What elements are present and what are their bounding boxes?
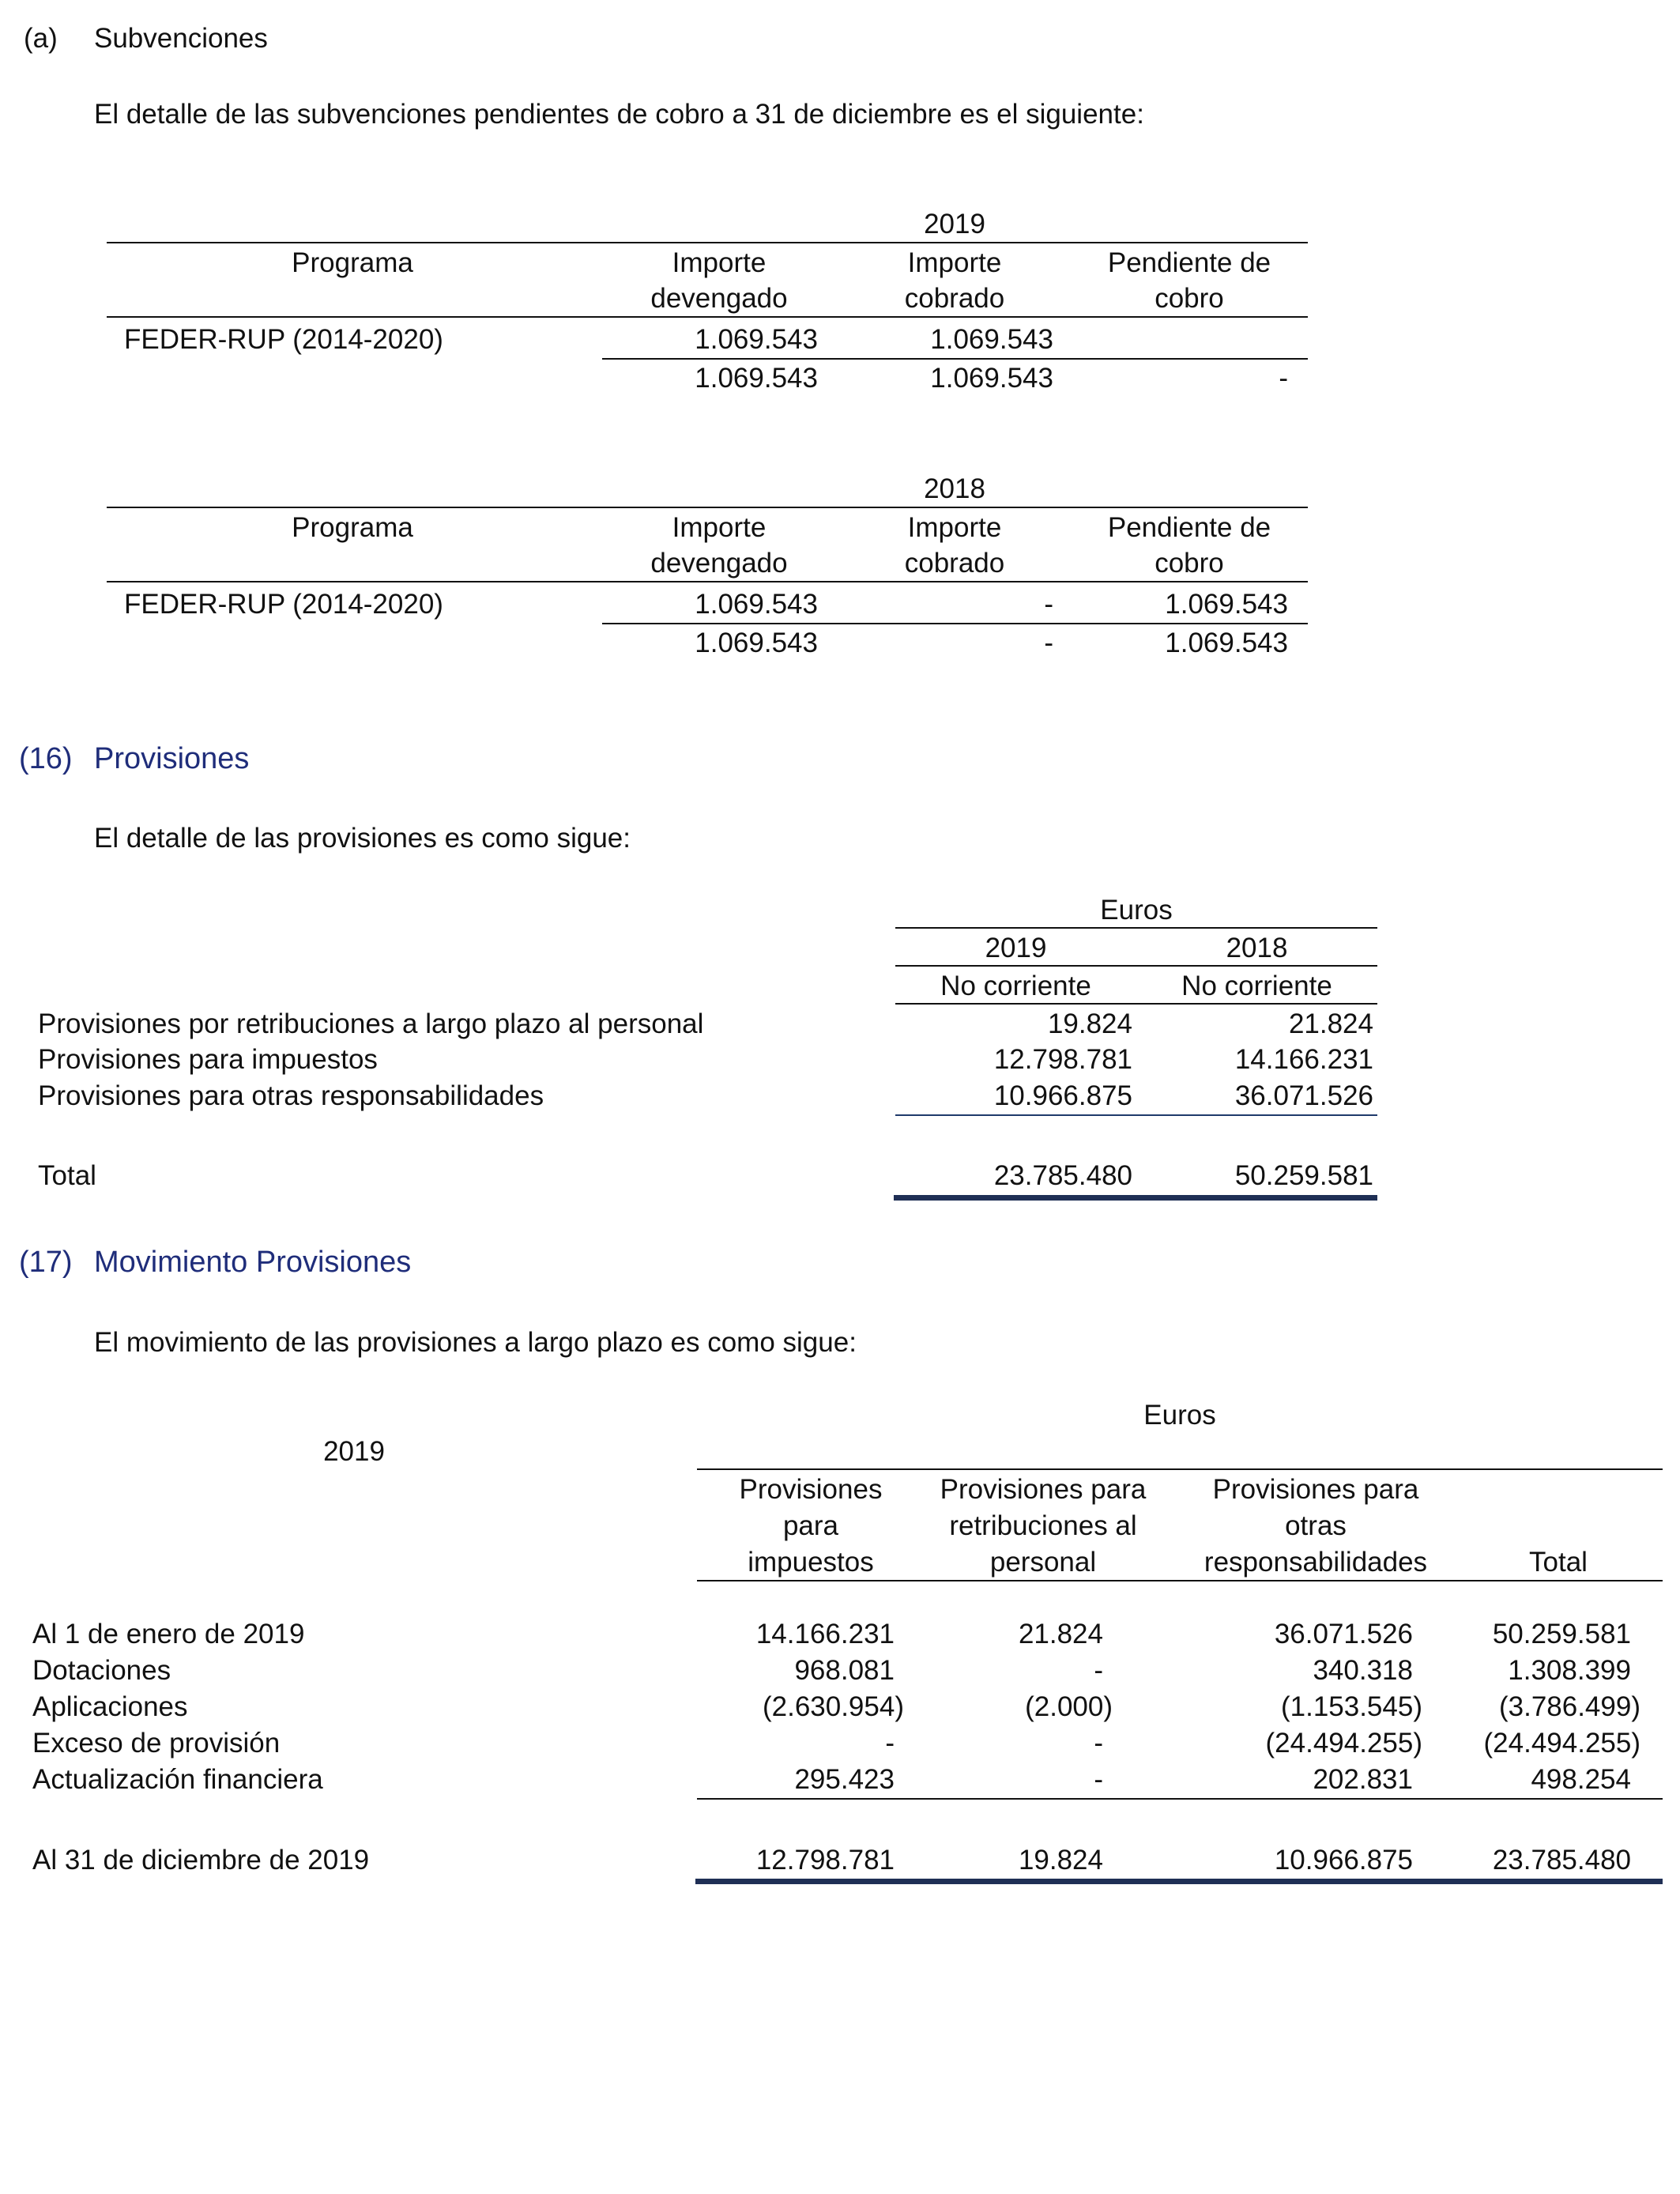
cell-otras: 202.831 (1313, 1764, 1413, 1795)
section-a-label: (a) (24, 23, 58, 54)
total-label: Al 31 de diciembre de 2019 (32, 1845, 370, 1875)
table-rule (107, 507, 1308, 508)
cell-retribuciones: - (1094, 1655, 1103, 1686)
cell-retribuciones: (2.000) (1025, 1691, 1113, 1722)
table-rule (895, 927, 1377, 929)
col-header-pendiente-2: cobro (1155, 283, 1224, 314)
table-rule (895, 965, 1377, 967)
col-header-devengado-2: devengado (650, 283, 788, 314)
col-header-devengado-2: devengado (650, 548, 788, 579)
col-header-otras: Provisiones para (1212, 1474, 1419, 1505)
section-a-intro: El detalle de las subvenciones pendientes de cobro a 31 de diciembre es el siguiente: (94, 99, 1144, 130)
total-otras: 10.966.875 (1274, 1845, 1413, 1875)
total-devengado: 1.069.543 (695, 363, 818, 394)
col-header-impuestos: impuestos (748, 1547, 874, 1578)
year-label: 2019 (323, 1436, 385, 1467)
section-16-intro: El detalle de las provisiones es como sigue: (94, 823, 631, 854)
total-double-rule (894, 1195, 1377, 1201)
cell-otras: (24.494.255) (1265, 1728, 1422, 1759)
cell-total: (24.494.255) (1483, 1728, 1640, 1759)
cell-total: (3.786.499) (1498, 1691, 1640, 1722)
year-header-2019: 2019 (985, 933, 1047, 963)
cell-impuestos: - (885, 1728, 895, 1759)
col-header-cobrado-2: cobrado (904, 283, 1005, 314)
section-a-title: Subvenciones (94, 23, 268, 54)
cell-devengado: 1.069.543 (695, 589, 818, 620)
section-17-label: (17) (19, 1246, 73, 1279)
cell-total: 1.308.399 (1508, 1655, 1631, 1686)
col-header-devengado-1: Importe (672, 512, 767, 543)
table-rule (107, 581, 1308, 582)
cell-otras: 36.071.526 (1274, 1619, 1413, 1649)
table-rule (697, 1468, 1663, 1470)
row-label: FEDER-RUP (2014-2020) (124, 324, 443, 355)
col-header-otras: otras (1285, 1510, 1347, 1541)
section-16-title: Provisiones (94, 742, 250, 775)
section-16-label: (16) (19, 742, 73, 775)
row-label: Provisiones para otras responsabilidades (38, 1080, 544, 1111)
row-label: FEDER-RUP (2014-2020) (124, 589, 443, 620)
total-total: 23.785.480 (1492, 1845, 1631, 1875)
total-cobrado: - (1044, 628, 1053, 658)
table-rule (895, 1003, 1377, 1005)
table-rule (107, 316, 1308, 318)
total-retribuciones: 19.824 (1018, 1845, 1103, 1875)
table-rule (107, 242, 1308, 243)
subtotal-rule (602, 623, 1308, 624)
cell-otras: (1.153.545) (1280, 1691, 1422, 1722)
cell-impuestos: 295.423 (794, 1764, 895, 1795)
cell-impuestos: (2.630.954) (762, 1691, 904, 1722)
col-header-programa: Programa (292, 512, 413, 543)
col-header-impuestos: Provisiones (739, 1474, 883, 1505)
col-header-pendiente-1: Pendiente de (1107, 247, 1271, 278)
cell-2018: 36.071.526 (1234, 1080, 1373, 1111)
cell-total: 50.259.581 (1492, 1619, 1631, 1649)
table-rule (697, 1580, 1663, 1581)
euros-header: Euros (1143, 1400, 1216, 1431)
cell-devengado: 1.069.543 (695, 324, 818, 355)
row-label: Provisiones para impuestos (38, 1044, 378, 1075)
col-header-retribuciones: retribuciones al (949, 1510, 1137, 1541)
cell-impuestos: 968.081 (794, 1655, 895, 1686)
cell-otras: 340.318 (1313, 1655, 1413, 1686)
col-header-pendiente-1: Pendiente de (1107, 512, 1271, 543)
col-header-impuestos: para (782, 1510, 839, 1541)
total-double-rule (695, 1879, 1663, 1884)
total-devengado: 1.069.543 (695, 628, 818, 658)
total-2018: 50.259.581 (1234, 1160, 1373, 1191)
total-pendiente: 1.069.543 (1165, 628, 1288, 658)
col-header-pendiente-2: cobro (1155, 548, 1224, 579)
cell-retribuciones: 21.824 (1018, 1619, 1103, 1649)
table-year: 2019 (924, 209, 985, 239)
subhead-2018: No corriente (1181, 971, 1332, 1001)
cell-total: 498.254 (1531, 1764, 1631, 1795)
cell-2018: 14.166.231 (1234, 1044, 1373, 1075)
col-header-devengado-1: Importe (672, 247, 767, 278)
col-header-programa: Programa (292, 247, 413, 278)
total-2019: 23.785.480 (993, 1160, 1132, 1191)
total-impuestos: 12.798.781 (755, 1845, 895, 1875)
cell-retribuciones: - (1094, 1728, 1103, 1759)
subtotal-rule (697, 1798, 1663, 1800)
col-header-total: Total (1529, 1547, 1588, 1578)
row-label: Al 1 de enero de 2019 (32, 1619, 305, 1649)
row-label: Dotaciones (32, 1655, 171, 1686)
total-pendiente: - (1279, 363, 1288, 394)
year-header-2018: 2018 (1226, 933, 1288, 963)
cell-2018: 21.824 (1288, 1008, 1373, 1039)
cell-retribuciones: - (1094, 1764, 1103, 1795)
row-label: Exceso de provisión (32, 1728, 281, 1759)
total-label: Total (38, 1160, 96, 1191)
cell-2019: 19.824 (1047, 1008, 1132, 1039)
subhead-2019: No corriente (940, 971, 1091, 1001)
total-cobrado: 1.069.543 (930, 363, 1053, 394)
table-year: 2018 (924, 473, 985, 504)
row-label: Aplicaciones (32, 1691, 188, 1722)
cell-cobrado: - (1044, 589, 1053, 620)
cell-pendiente: 1.069.543 (1165, 589, 1288, 620)
section-17-intro: El movimiento de las provisiones a largo plazo es como sigue: (94, 1327, 857, 1358)
cell-cobrado: 1.069.543 (930, 324, 1053, 355)
col-header-cobrado-2: cobrado (904, 548, 1005, 579)
col-header-cobrado-1: Importe (907, 247, 1002, 278)
section-17-title: Movimiento Provisiones (94, 1246, 412, 1279)
cell-2019: 12.798.781 (993, 1044, 1132, 1075)
subtotal-rule (895, 1114, 1377, 1116)
row-label: Provisiones por retribuciones a largo plazo al personal (38, 1008, 704, 1039)
cell-2019: 10.966.875 (993, 1080, 1132, 1111)
col-header-retribuciones: Provisiones para (940, 1474, 1147, 1505)
col-header-cobrado-1: Importe (907, 512, 1002, 543)
cell-impuestos: 14.166.231 (755, 1619, 895, 1649)
col-header-otras: responsabilidades (1203, 1547, 1428, 1578)
subtotal-rule (602, 358, 1308, 360)
col-header-retribuciones: personal (989, 1547, 1097, 1578)
euros-header: Euros (1100, 895, 1173, 925)
row-label: Actualización financiera (32, 1764, 323, 1795)
